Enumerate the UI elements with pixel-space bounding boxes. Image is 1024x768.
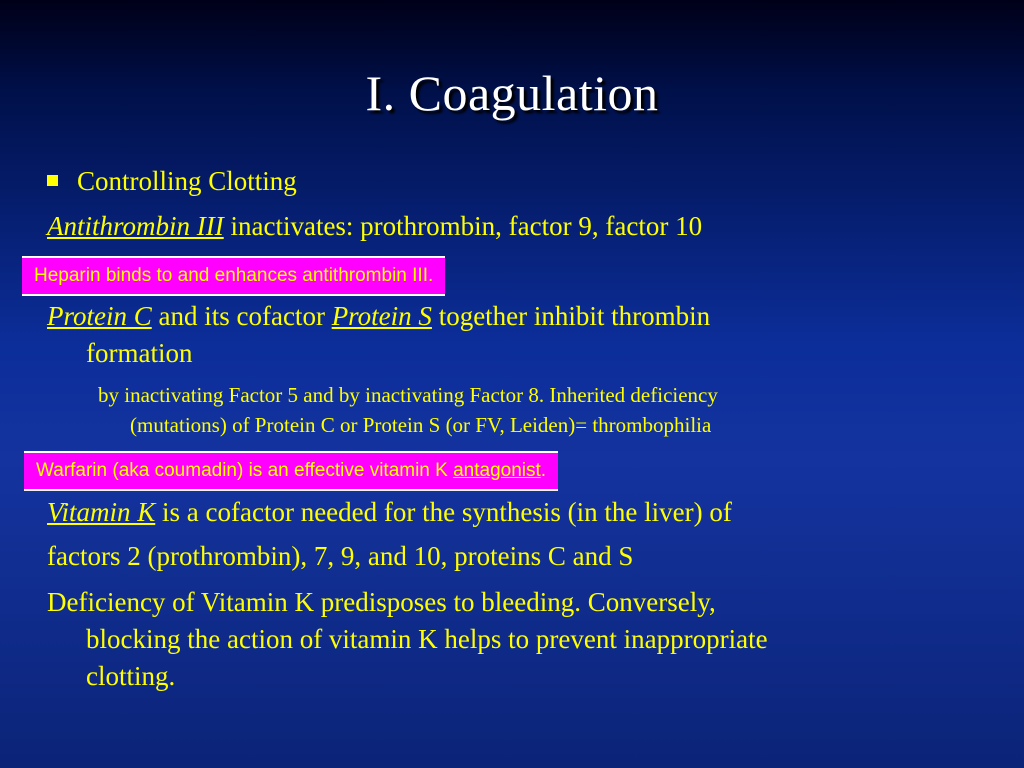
heparin-callout: Heparin binds to and enhances antithrombin III.	[22, 256, 445, 296]
antithrombin-text: inactivates: prothrombin, factor 9, factor 10	[223, 211, 703, 241]
protein-detail-line1: by inactivating Factor 5 and by inactivating Factor 8. Inherited deficiency	[98, 383, 718, 407]
warfarin-end: .	[540, 460, 547, 481]
slide-title: I. Coagulation	[365, 65, 659, 121]
warfarin-text: Warfarin (aka coumadin) is an effective vitamin K	[36, 460, 454, 481]
warfarin-emphasis: antagonist	[453, 460, 541, 481]
bullet-item	[47, 163, 297, 200]
protein-tail-text: together inhibit thrombin	[431, 301, 711, 331]
protein-detail-line2: (mutations) of Protein C or Protein S (or FV, Leiden)= thrombophilia	[130, 413, 712, 437]
deficiency-line3: clotting.	[86, 661, 176, 691]
vitamin-k-text: is a cofactor needed for the synthesis (in the liver) of	[155, 497, 732, 527]
square-bullet-icon	[47, 175, 58, 186]
antithrombin-term: Antithrombin III	[47, 211, 224, 241]
deficiency-line1: Deficiency of Vitamin K predisposes to bleeding. Conversely,	[47, 587, 716, 617]
vitamin-k-line	[47, 494, 732, 531]
protein-c-term: Protein C	[47, 301, 152, 331]
bullet-text: Controlling Clotting	[77, 166, 297, 196]
vitamin-k-line2: factors 2 (prothrombin), 7, 9, and 10, proteins C and S	[47, 541, 634, 571]
protein-s-term: Protein S	[331, 301, 432, 331]
antithrombin-line	[47, 208, 702, 245]
deficiency-line2: blocking the action of vitamin K helps to prevent inappropriate	[86, 624, 768, 654]
vitamin-k-term: Vitamin K	[47, 497, 156, 527]
warfarin-callout	[24, 451, 558, 491]
protein-mid-text: and its cofactor	[151, 301, 332, 331]
protein-continuation: formation	[86, 338, 193, 368]
protein-line	[47, 298, 710, 335]
